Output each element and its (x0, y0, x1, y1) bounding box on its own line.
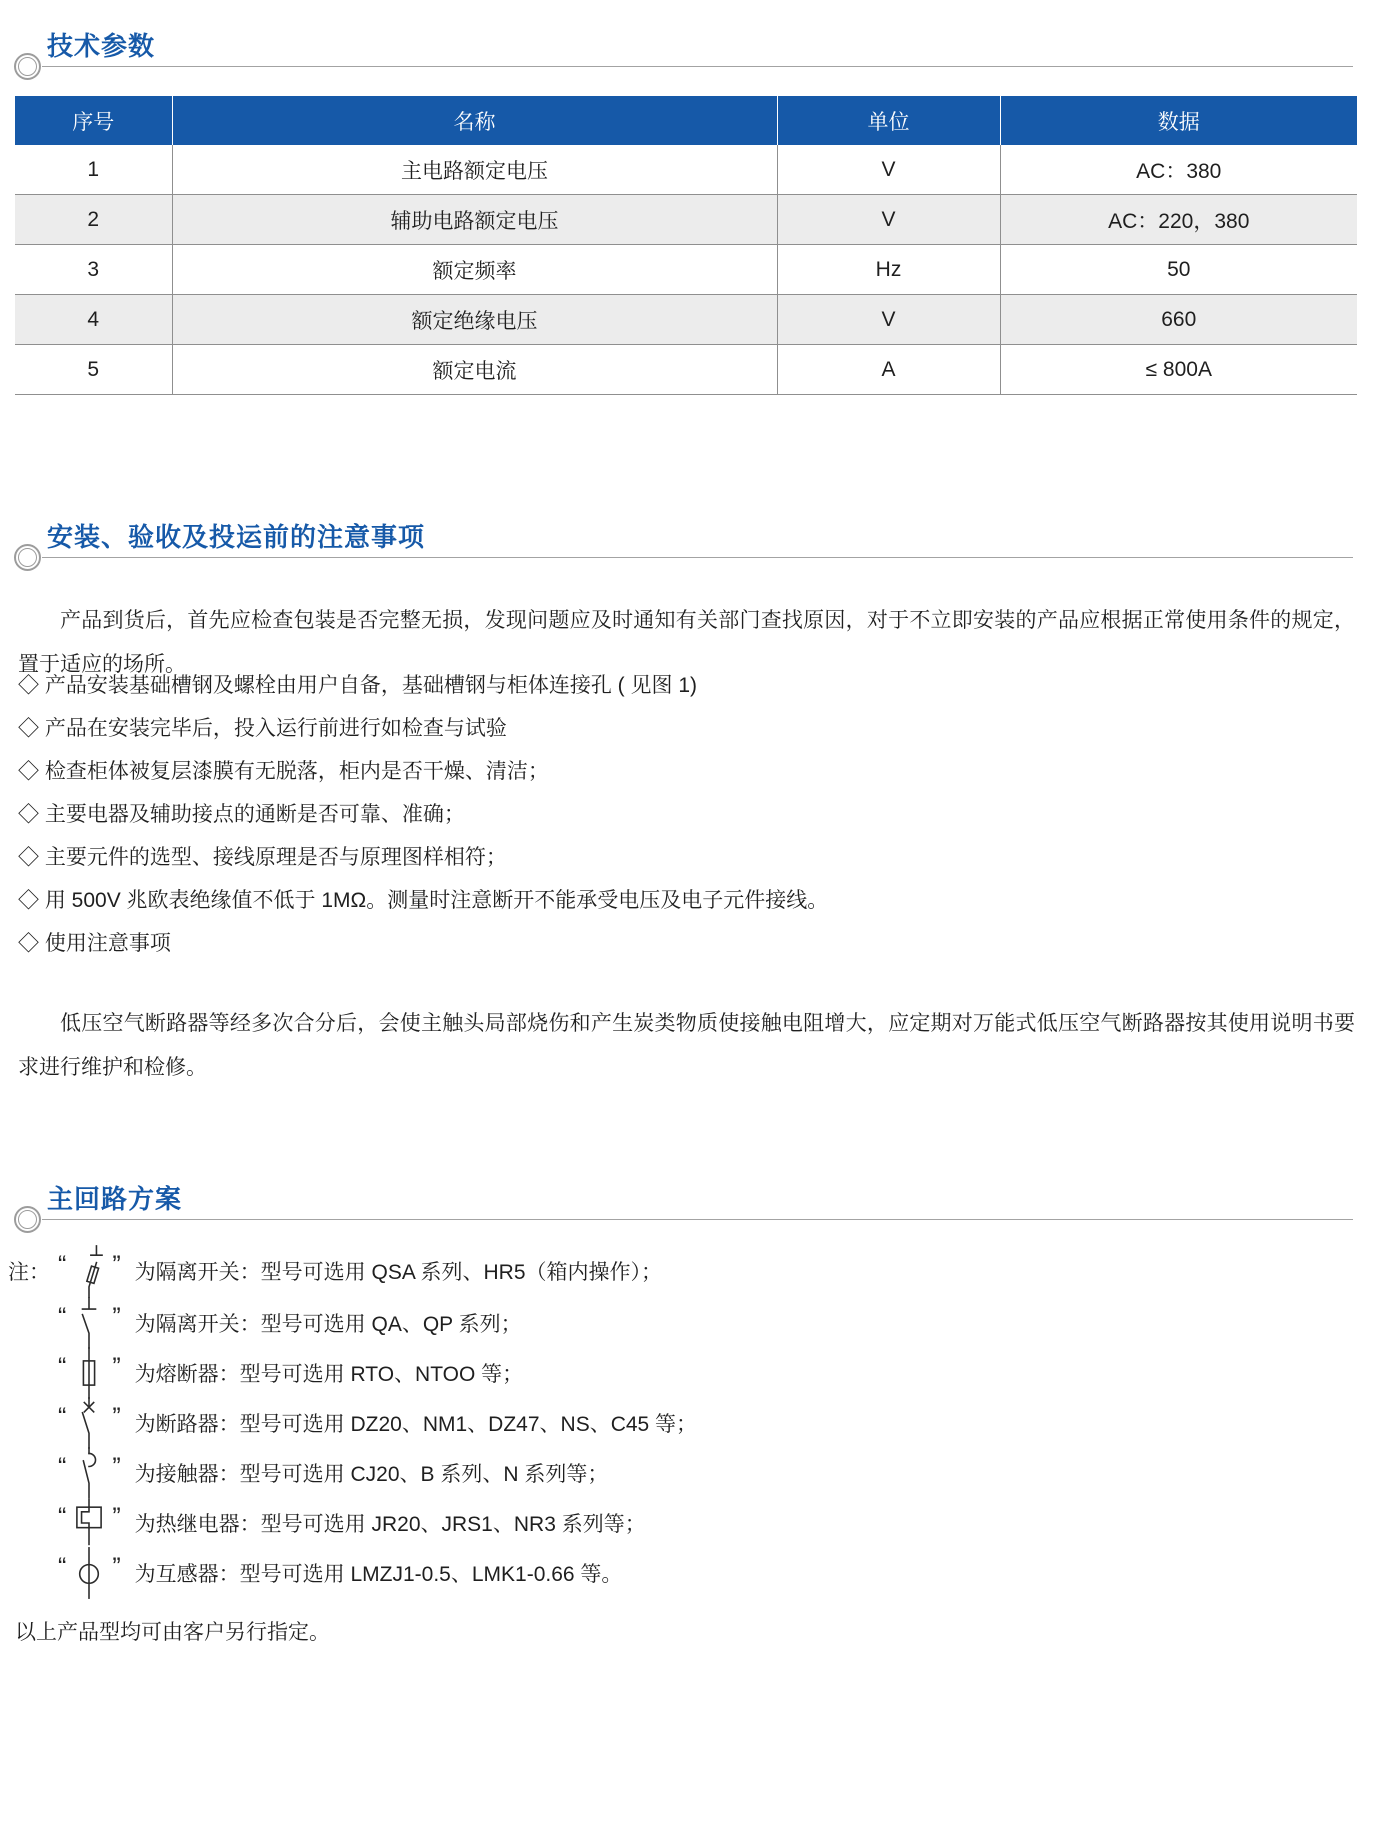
table-header-cell: 单位 (777, 96, 1000, 145)
table-cell: AC：380 (1000, 145, 1357, 195)
table-cell: 主电路额定电压 (172, 145, 777, 195)
table-header-cell: 序号 (15, 96, 172, 145)
circuit-footer-note: 以上产品型均可由客户另行指定。 (15, 1621, 330, 1644)
ring-decoration-icon (14, 544, 41, 571)
circuit-notes-list (8, 1244, 1358, 1646)
quote-open: “ (58, 1352, 67, 1381)
current-transformer-icon (66, 1546, 112, 1600)
table-cell: Hz (777, 245, 1000, 295)
note-text: 为热继电器：型号可选用 JR20、JRS1、NR3 系列等； (134, 1513, 646, 1536)
note-text: 为隔离开关：型号可选用 QSA 系列、HR5（箱内操作）； (134, 1261, 663, 1284)
note-text: 为隔离开关：型号可选用 QA、QP 系列； (134, 1313, 522, 1336)
note-row (8, 1398, 1358, 1448)
quote-close: ” (112, 1552, 121, 1581)
note-row (8, 1498, 1358, 1548)
quote-open: “ (58, 1402, 67, 1431)
install-bullet-list (18, 664, 1355, 965)
bullet-item: ◇ 主要元件的选型、接线原理是否与原理图样相符； (18, 846, 507, 869)
ring-decoration-icon (14, 1206, 41, 1233)
bullet-item: ◇ 使用注意事项 (18, 932, 171, 955)
note-row (8, 1448, 1358, 1498)
section-header-install (0, 517, 1373, 587)
table-cell: 2 (15, 195, 172, 245)
note-text: 为熔断器：型号可选用 RTO、NTOO 等； (134, 1363, 524, 1386)
table-cell: 额定绝缘电压 (172, 295, 777, 345)
quote-close: ” (112, 1502, 121, 1531)
table-row (15, 145, 1357, 195)
section-title-tech: 技术参数 (47, 31, 156, 61)
table-cell: ≤ 800A (1000, 345, 1357, 395)
section-title-circuit: 主回路方案 (47, 1184, 183, 1214)
bullet-item: ◇ 用 500V 兆欧表绝缘值不低于 1MΩ。测量时注意断开不能承受电压及电子元件接线。 (18, 889, 829, 912)
tech-params-table (15, 96, 1357, 395)
section-header-tech (0, 26, 1373, 96)
disconnect-switch-icon (66, 1296, 112, 1350)
table-row (15, 345, 1357, 395)
bullet-item: ◇ 检查柜体被复层漆膜有无脱落，柜内是否干燥、清洁； (18, 760, 549, 783)
table-cell: 50 (1000, 245, 1357, 295)
table-row (15, 295, 1357, 345)
table-cell: V (777, 295, 1000, 345)
quote-open: “ (58, 1502, 67, 1531)
quote-open: “ (58, 1552, 67, 1581)
bullet-item: ◇ 产品在安装完毕后，投入运行前进行如检查与试验 (18, 717, 507, 740)
note-row (8, 1244, 1358, 1298)
ring-decoration-icon (14, 53, 41, 80)
section-divider-line (42, 66, 1353, 67)
table-cell: 1 (15, 145, 172, 195)
bullet-item: ◇ 产品安装基础槽钢及螺栓由用户自备，基础槽钢与柜体连接孔 ( 见图 1) (18, 674, 698, 697)
table-header-cell: 名称 (172, 96, 777, 145)
table-cell: 辅助电路额定电压 (172, 195, 777, 245)
install-intro-paragraph: 产品到货后，首先应检查包装是否完整无损，发现问题应及时通知有关部门查找原因，对于不立即安装的产品应根据正常使用条件的规定，置于适应的场所。 (18, 609, 1355, 676)
table-cell: AC：220，380 (1000, 195, 1357, 245)
note-text: 为互感器：型号可选用 LMZJ1-0.5、LMK1-0.66 等。 (134, 1563, 623, 1586)
table-cell: 4 (15, 295, 172, 345)
table-cell: 额定频率 (172, 245, 777, 295)
quote-close: ” (112, 1452, 121, 1481)
section-title-install: 安装、验收及投运前的注意事项 (47, 522, 426, 552)
table-cell: 5 (15, 345, 172, 395)
quote-open: “ (58, 1302, 67, 1331)
quote-close: ” (112, 1302, 121, 1331)
note-prefix-label: 注： (8, 1261, 50, 1284)
note-text: 为接触器：型号可选用 CJ20、B 系列、N 系列等； (134, 1463, 609, 1486)
table-cell: V (777, 195, 1000, 245)
table-cell: 660 (1000, 295, 1357, 345)
bullet-item: ◇ 主要电器及辅助接点的通断是否可靠、准确； (18, 803, 465, 826)
section-divider-line (42, 1219, 1353, 1220)
quote-close: ” (112, 1402, 121, 1431)
circuit-breaker-icon (66, 1396, 112, 1450)
quote-open: “ (58, 1250, 67, 1279)
table-cell: 3 (15, 245, 172, 295)
note-row (8, 1298, 1358, 1348)
note-row (8, 1348, 1358, 1398)
note-row (8, 1548, 1358, 1598)
fused-disconnect-switch-icon (66, 1244, 112, 1298)
table-row (15, 195, 1357, 245)
fuse-icon (66, 1346, 112, 1400)
quote-close: ” (112, 1250, 121, 1279)
table-header-row (15, 96, 1357, 145)
section-header-circuit (0, 1179, 1373, 1249)
usage-note-paragraph: 低压空气断路器等经多次合分后，会使主触头局部烧伤和产生炭类物质使接触电阻增大，应定期对万能式低压空气断路器按其使用说明书要求进行维护和检修。 (18, 1012, 1355, 1079)
table-header-cell: 数据 (1000, 96, 1357, 145)
table-row (15, 245, 1357, 295)
table-cell: 额定电流 (172, 345, 777, 395)
thermal-relay-icon (66, 1496, 112, 1550)
quote-open: “ (58, 1452, 67, 1481)
table-cell: V (777, 145, 1000, 195)
quote-close: ” (112, 1352, 121, 1381)
table-cell: A (777, 345, 1000, 395)
contactor-icon (66, 1446, 112, 1500)
note-text: 为断路器：型号可选用 DZ20、NM1、DZ47、NS、C45 等； (134, 1413, 698, 1436)
section-divider-line (42, 557, 1353, 558)
